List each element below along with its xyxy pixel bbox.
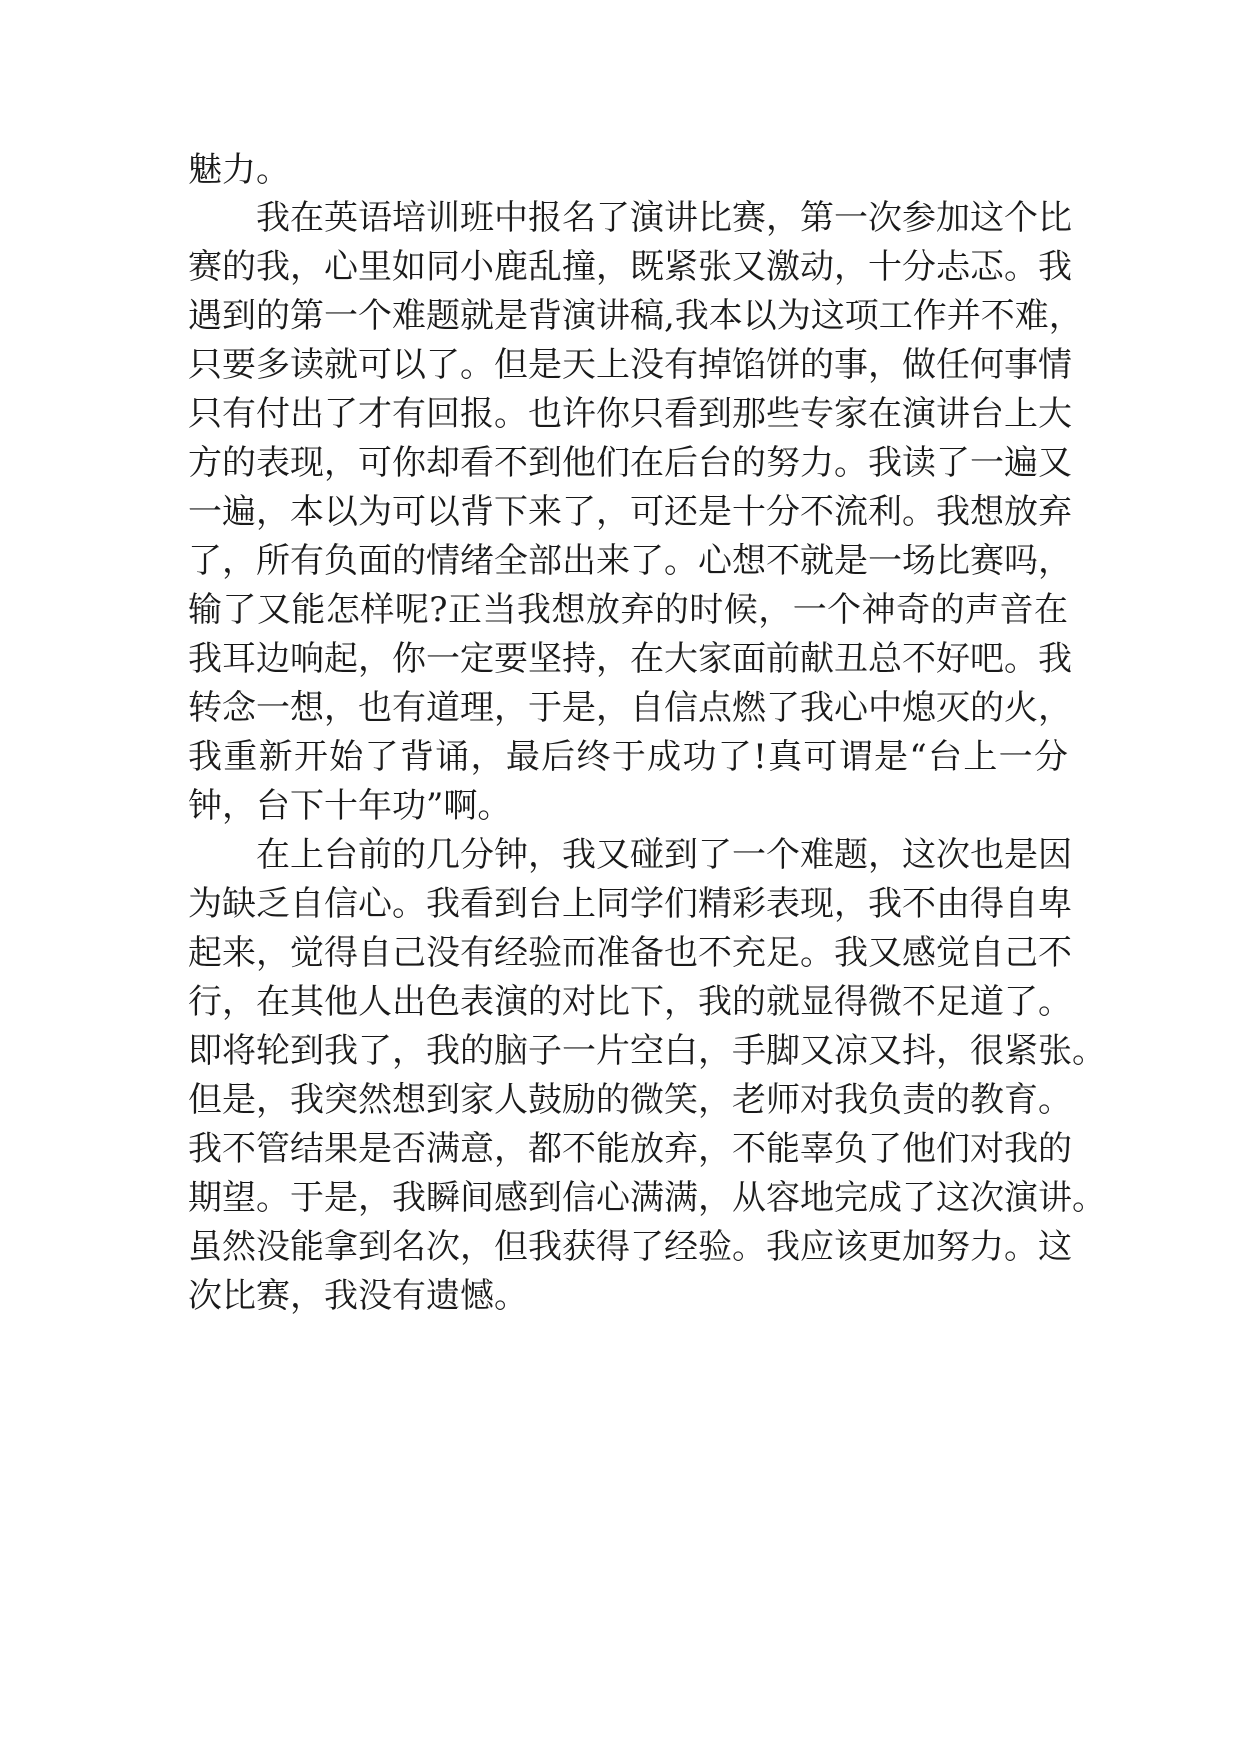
paragraph-line: 我在英语培训班中报名了演讲比赛，第一次参加这个比 [256,198,1072,238]
paragraph-line: 我耳边响起，你一定要坚持，在大家面前献丑总不好吧。我 [188,639,1072,679]
paragraph-line: 次比赛，我没有遗憾。 [188,1276,528,1316]
paragraph-line: 我重新开始了背诵，最后终于成功了!真可谓是“台上一分 [188,737,1068,777]
paragraph-line: 我不管结果是否满意，都不能放弃，不能辜负了他们对我的 [188,1129,1072,1169]
paragraph-line: 但是，我突然想到家人鼓励的微笑，老师对我负责的教育。 [188,1080,1072,1120]
paragraph-line: 方的表现，可你却看不到他们在后台的努力。我读了一遍又 [188,443,1072,483]
paragraph-line: 赛的我，心里如同小鹿乱撞，既紧张又激动，十分忐忑。我 [188,247,1072,287]
paragraph-line: 只有付出了才有回报。也许你只看到那些专家在演讲台上大 [188,394,1072,434]
paragraph-line: 了，所有负面的情绪全部出来了。心想不就是一场比赛吗， [188,541,1072,581]
paragraph-line: 一遍，本以为可以背下来了，可还是十分不流利。我想放弃 [188,492,1072,532]
paragraph-line: 即将轮到我了，我的脑子一片空白，手脚又凉又抖，很紧张。 [188,1031,1106,1071]
paragraph-line: 起来，觉得自己没有经验而准备也不充足。我又感觉自己不 [188,933,1072,973]
paragraph-line: 输了又能怎样呢?正当我想放弃的时候，一个神奇的声音在 [188,590,1068,630]
paragraph-line: 在上台前的几分钟，我又碰到了一个难题，这次也是因 [256,835,1072,875]
paragraph-line: 只要多读就可以了。但是天上没有掉馅饼的事，做任何事情 [188,345,1072,385]
paragraph-line: 遇到的第一个难题就是背演讲稿,我本以为这项工作并不难， [188,296,1083,336]
paragraph-line: 虽然没能拿到名次，但我获得了经验。我应该更加努力。这 [188,1227,1072,1267]
paragraph-line: 行，在其他人出色表演的对比下，我的就显得微不足道了。 [188,982,1072,1022]
paragraph-line: 魅力。 [188,150,290,190]
paragraph-line: 期望。于是，我瞬间感到信心满满，从容地完成了这次演讲。 [188,1178,1106,1218]
paragraph-line: 转念一想，也有道理，于是，自信点燃了我心中熄灭的火， [188,688,1072,728]
paragraph-line: 钟，台下十年功”啊。 [188,786,512,826]
paragraph-line: 为缺乏自信心。我看到台上同学们精彩表现，我不由得自卑 [188,884,1072,924]
